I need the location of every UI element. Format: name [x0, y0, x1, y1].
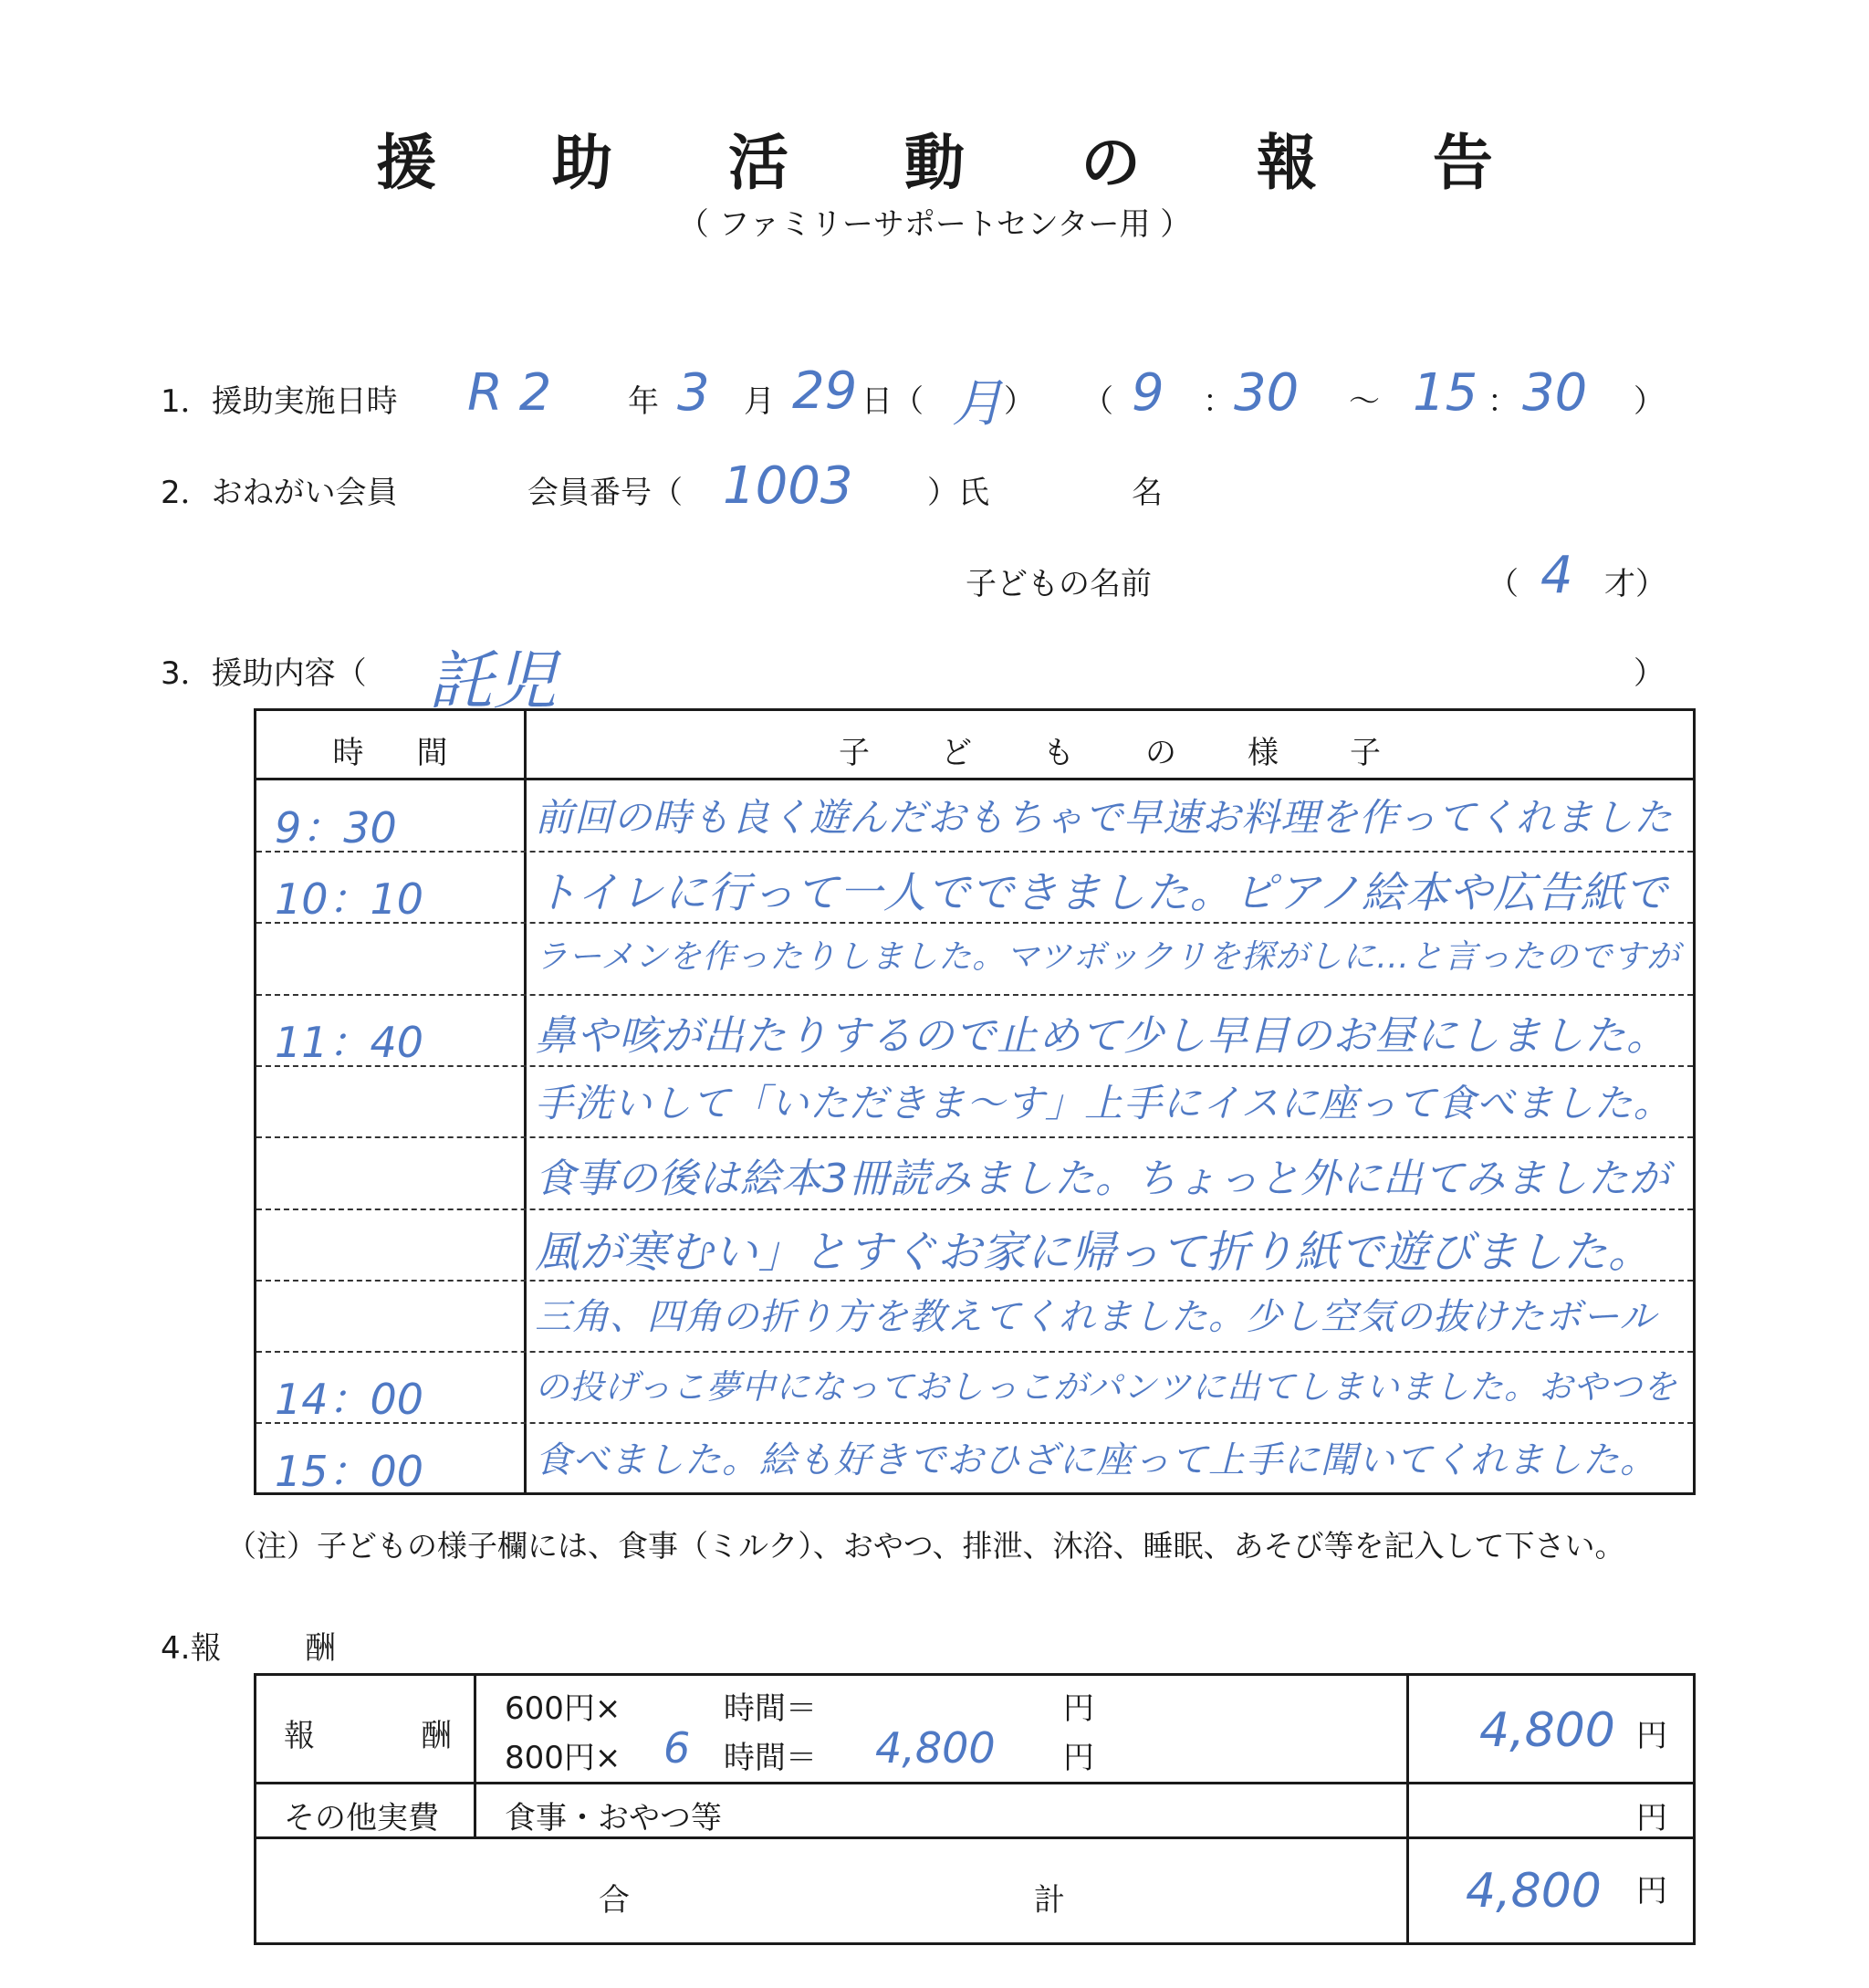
rate-800-label: 800円×	[505, 1740, 621, 1776]
start-hour-value: 9	[1132, 363, 1164, 423]
row-child-state: 食べました。絵も好きでおひざに座って上手に聞いてくれました。	[535, 1439, 1657, 1481]
header-child-state: 子どもの様子	[839, 735, 1452, 771]
table-note: （注）子どもの様子欄には、食事（ミルク）、おやつ、排泄、沐浴、睡眠、あそび等を記入して下さい。	[226, 1528, 1625, 1564]
month-value: 3	[677, 363, 710, 423]
document-subtitle: （ ファミリーサポートセンター用 ）	[677, 206, 1192, 243]
rate-800-amount-value: 4,800	[875, 1723, 996, 1773]
reward-label-b: 酬	[421, 1718, 452, 1754]
care-content-close: ）	[1634, 655, 1665, 692]
row-child-state: の投げっこ夢中になっておしっこがパンツに出てしまいました。おやつを	[535, 1367, 1678, 1407]
row-child-state: ラーメンを作ったりしました。マツボックリを探がしに…と言ったのですが	[535, 937, 1681, 976]
month-unit: 月	[744, 383, 775, 420]
activity-table	[254, 708, 1696, 1495]
member-no-close: ）氏	[927, 475, 989, 511]
section2-label: 2．おねがい会員	[161, 475, 398, 511]
table-row	[256, 1424, 1693, 1496]
table-row	[256, 1066, 1693, 1138]
sum-label-a: 合	[599, 1882, 630, 1919]
row-time: 10：10	[275, 874, 424, 925]
time-paren-close: ）	[1634, 383, 1665, 420]
other-expenses-label: その他実費	[284, 1800, 439, 1836]
time-colon: ：	[1203, 383, 1234, 420]
rate-600-yen: 円	[1063, 1690, 1094, 1727]
sum-yen: 円	[1636, 1873, 1667, 1910]
member-no-label: 会員番号（	[527, 475, 683, 511]
rate-800-yen: 円	[1063, 1740, 1094, 1776]
activity-table-header	[256, 711, 1693, 780]
row-time: 14：00	[275, 1375, 424, 1425]
sum-label-b: 計	[1034, 1882, 1065, 1919]
row-child-state: 食事の後は絵本3冊読みました。ちょっと外に出てみましたが	[535, 1155, 1670, 1202]
era-year-value: R 2	[467, 363, 552, 423]
other-expenses-desc: 食事・おやつ等	[505, 1800, 722, 1836]
weekday-close: ）	[1004, 383, 1035, 420]
child-name-label: 子どもの名前	[966, 566, 1152, 602]
table-row	[256, 852, 1693, 924]
header-time: 時間	[332, 735, 501, 771]
time-colon: ：	[1488, 383, 1519, 420]
rate-600-label: 600円×	[505, 1690, 621, 1727]
row-child-state: 三角、四角の折り方を教えてくれました。少し空気の抜けたボール	[535, 1296, 1657, 1339]
section4-label: 4.報	[161, 1630, 222, 1667]
rate-800-hours-value: 6	[663, 1723, 691, 1773]
table-row	[256, 1138, 1693, 1210]
row-divider	[256, 1836, 1693, 1839]
year-unit: 年	[628, 383, 659, 420]
age-unit: 才）	[1604, 566, 1666, 602]
rate-800-hours-label: 時間＝	[724, 1740, 817, 1776]
row-child-state: トイレに行って一人でできました。ピアノ絵本や広告紙で	[535, 868, 1668, 919]
reward-label-a: 報	[284, 1718, 315, 1754]
care-content-value: 託児	[429, 643, 557, 718]
row-child-state: 前回の時も良く遊んだおもちゃで早速お料理を作ってくれました	[535, 795, 1674, 840]
row-child-state: 風が寒むい」とすぐお家に帰って折り紙で遊びました。	[535, 1226, 1654, 1278]
end-hour-value: 15	[1413, 363, 1478, 423]
column-divider	[474, 1676, 476, 1836]
weekday-value: 月	[952, 374, 1003, 434]
reward-total-yen: 円	[1636, 1718, 1667, 1754]
document-title: 援 助 活 動 の 報 告	[376, 127, 1540, 198]
row-time: 15：00	[275, 1446, 424, 1496]
section1-label: 1．援助実施日時	[161, 383, 398, 420]
row-time: 11：40	[275, 1017, 424, 1067]
time-tilde: ～	[1349, 383, 1380, 420]
section4-label-2: 酬	[305, 1630, 336, 1667]
section3-label: 3．援助内容（	[161, 655, 367, 692]
time-paren-open: （	[1082, 383, 1113, 420]
age-paren-open: （	[1488, 566, 1519, 602]
table-row	[256, 1352, 1693, 1424]
reward-table	[254, 1673, 1696, 1945]
table-row	[256, 780, 1693, 853]
table-row	[256, 924, 1693, 996]
row-child-state: 手洗いして「いただきま～す」上手にイスに座って食べました。	[535, 1081, 1673, 1126]
day-unit: 日（	[861, 383, 924, 420]
rate-600-hours-label: 時間＝	[724, 1690, 817, 1727]
reward-total-value: 4,800	[1479, 1703, 1615, 1758]
row-divider	[256, 1782, 1693, 1784]
other-expenses-yen: 円	[1636, 1800, 1667, 1836]
age-value: 4	[1540, 546, 1573, 605]
start-min-value: 30	[1234, 363, 1300, 423]
table-row	[256, 1281, 1693, 1353]
row-time: 9：30	[275, 803, 397, 853]
name-label: 名	[1132, 475, 1163, 511]
table-row	[256, 1209, 1693, 1282]
column-divider	[1406, 1676, 1409, 1942]
end-min-value: 30	[1522, 363, 1588, 423]
table-row	[256, 995, 1693, 1067]
member-no-value: 1003	[723, 456, 853, 516]
day-value: 29	[792, 361, 858, 421]
sum-amount-value: 4,800	[1466, 1864, 1602, 1919]
row-child-state: 鼻や咳が出たりするので止めて少し早目のお昼にしました。	[535, 1010, 1669, 1060]
